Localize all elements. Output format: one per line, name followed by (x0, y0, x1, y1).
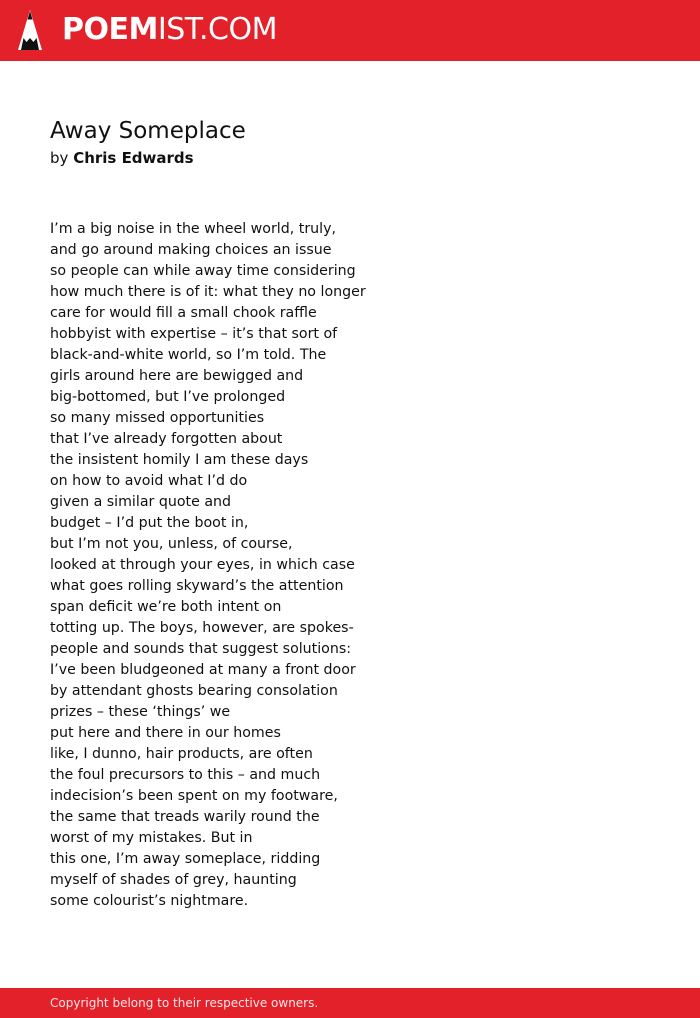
logo-text-strong: POEM (62, 12, 158, 47)
poem-line: girls around here are bewigged and (50, 368, 304, 384)
poem-line: put here and there in our homes (50, 725, 281, 741)
poem-line: myself of shades of grey, haunting (50, 872, 297, 888)
poem-line: I’ve been bludgeoned at many a front door (50, 662, 356, 678)
poem-line: people and sounds that suggest solutions: (50, 641, 352, 657)
poem-body (50, 219, 366, 912)
poem-line: so many missed opportunities (50, 410, 265, 426)
poem-line: given a similar quote and (50, 494, 232, 510)
poem-line: budget – I’d put the boot in, (50, 515, 249, 531)
poem-line: span deficit we’re both intent on (50, 599, 282, 615)
poem-line: totting up. The boys, however, are spokes- (50, 620, 354, 636)
site-logo[interactable] (62, 11, 277, 49)
poem-title: Away Someplace (50, 118, 246, 144)
poem-line: that I’ve already forgotten about (50, 431, 283, 447)
poem-line: the same that treads warily round the (50, 809, 320, 825)
poem-line: I’m a big noise in the wheel world, truly, (50, 221, 336, 237)
poem-line: hobbyist with expertise – it’s that sort of (50, 326, 338, 342)
poem-line: what goes rolling skyward’s the attention (50, 578, 344, 594)
poem-line: the insistent homily I am these days (50, 452, 309, 468)
poem-line: worst of my mistakes. But in (50, 830, 253, 846)
poem-line: and go around making choices an issue (50, 242, 332, 258)
copyright-text: Copyright belong to their respective owners. (50, 996, 319, 1010)
poem-line: looked at through your eyes, in which case (50, 557, 355, 573)
poem-byline (50, 148, 194, 169)
poem-line: big-bottomed, but I’ve prolonged (50, 389, 286, 405)
poem-line: how much there is of it: what they no longer (50, 284, 366, 300)
poem-line: some colourist’s nightmare. (50, 893, 249, 909)
pencil-tip-icon (18, 10, 42, 50)
poem-author: Chris Edwards (73, 149, 194, 167)
poem-line: like, I dunno, hair products, are often (50, 746, 313, 762)
site-header (0, 0, 700, 61)
poem-line: but I’m not you, unless, of course, (50, 536, 293, 552)
logo-text-light: IST.COM (157, 12, 277, 47)
poem-line: so people can while away time considering (50, 263, 356, 279)
poem-line: care for would fill a small chook raffle (50, 305, 317, 321)
poem-line: prizes – these ‘things’ we (50, 704, 231, 720)
poem-line: indecision’s been spent on my footware, (50, 788, 338, 804)
site-footer (0, 988, 700, 1018)
poem-line: this one, I’m away someplace, ridding (50, 851, 321, 867)
poem-line: by attendant ghosts bearing consolation (50, 683, 338, 699)
poem-line: the foul precursors to this – and much (50, 767, 321, 783)
by-label: by (50, 149, 69, 167)
poem-line: on how to avoid what I’d do (50, 473, 248, 489)
poem-line: black-and-white world, so I’m told. The (50, 347, 327, 363)
